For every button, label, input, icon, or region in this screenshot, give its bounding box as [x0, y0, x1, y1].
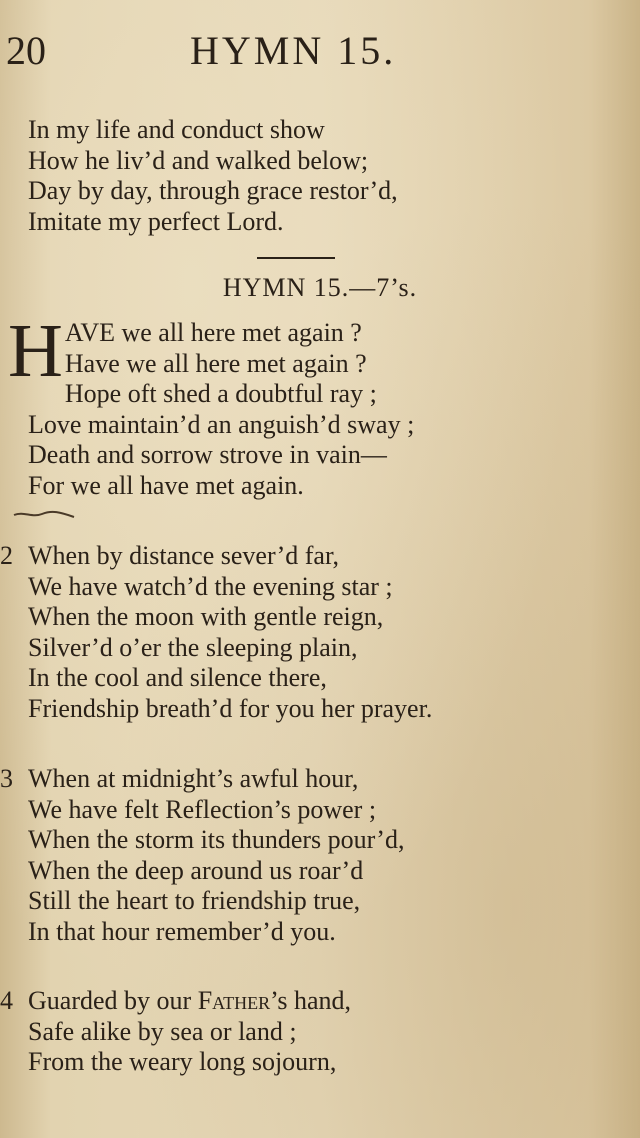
page-number: 20 [6, 28, 46, 73]
verse-line: In that hour remember’d you. [28, 916, 336, 946]
verse-line: We have felt Reflection’s power ; [28, 794, 377, 824]
verse-line: In my life and conduct show [28, 115, 325, 144]
verse-line: When the deep around us roar’d [28, 855, 364, 885]
verse-line: We have watch’d the evening star ; [28, 571, 393, 601]
verse-line: When at midnight’s awful hour, [28, 764, 359, 793]
hymn-heading: HYMN 15.—7’s. [222, 273, 418, 302]
verse-line: Death and sorrow strove in vain— [28, 440, 387, 469]
stanza-3 [0, 764, 405, 947]
stanza-2 [0, 541, 433, 724]
verse-line: How he liv’d and walked below; [28, 145, 369, 175]
stanza-number: 2 [0, 541, 13, 570]
verse-line: For we all have met again. [28, 470, 304, 500]
verse-line: Still the heart to friendship true, [28, 886, 361, 915]
section-divider [257, 257, 335, 259]
verse-line: Hope oft shed a doubtful ray ; [64, 379, 377, 408]
verse-line: In the cool and silence there, [28, 663, 327, 692]
verse-line: Day by day, through grace restor’d, [28, 176, 398, 205]
verse-line: Friendship breath’d for you her prayer. [28, 693, 433, 723]
verse-line: When by distance sever’d far, [28, 541, 340, 570]
verse-line [28, 986, 351, 1017]
continuation-stanza [28, 115, 398, 237]
stanza-1 [8, 309, 415, 501]
stanza-number: 4 [0, 986, 13, 1015]
verse-text: Guarded by our [28, 986, 198, 1015]
verse-line: Love maintain’d an anguish’d sway ; [28, 409, 415, 439]
verse-line: From the weary long sojourn, [28, 1047, 337, 1076]
small-caps-word: Father [197, 986, 271, 1015]
running-title: HYMN 15. [190, 28, 397, 73]
ornament-flourish [12, 506, 76, 522]
verse-line: Imitate my perfect Lord. [28, 206, 284, 236]
verse-text: ’s hand, [270, 986, 352, 1015]
verse-line-first: AVE we all here met again ? [64, 318, 362, 347]
verse-line: When the storm its thunders pour’d, [28, 825, 405, 854]
verse-line: Have we all here met again ? [64, 348, 367, 378]
stanza-4 [0, 986, 352, 1078]
verse-line: When the moon with gentle reign, [28, 602, 384, 631]
stanza-number: 3 [0, 764, 13, 793]
page-header [0, 26, 640, 76]
verse-line: Safe alike by sea or land ; [28, 1016, 297, 1046]
drop-cap: H [8, 309, 63, 393]
verse-line: Silver’d o’er the sleeping plain, [28, 632, 358, 662]
